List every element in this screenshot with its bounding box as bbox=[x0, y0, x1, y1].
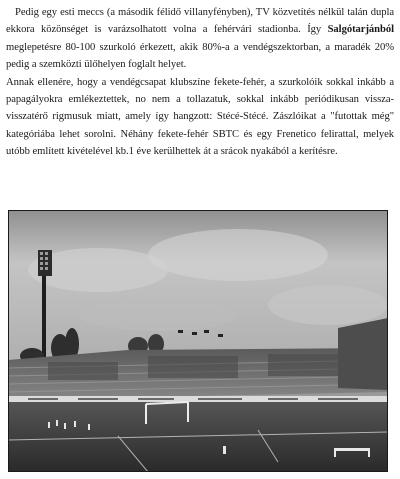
pitch bbox=[8, 402, 388, 472]
cloud bbox=[268, 285, 388, 325]
cloud bbox=[148, 229, 328, 281]
paragraph-1-part-3: meglepetésre 80-100 szurkoló érkezett, akik 80%-a a vendégszektorban, a maradék 20% pedig a szemközti ülőhelyen foglalt helyet. bbox=[6, 41, 394, 71]
stadium-photo-drawing bbox=[8, 210, 388, 472]
paragraph-2: Annak ellenére, hogy a vendégcsapat klubszíne fekete-fehér, a szurkolóik sokkal inkább a papagályokra emlékeztettek, no nem a tollazatuk, sokkal inkább periódikusan vissza-visszatérő rigmusuk miatt, amely így hangzott: Stécé-Stécé. Zászlóikat a "futottak még" kategóriába lehet sorolni. Néhány fekete-fehér SBTC és egy Frenetico felirattal, melyek utóbb említett kivételével kb.1 éve kerülhettek át a srácok nyakából a kerítésre. bbox=[6, 76, 394, 158]
bench bbox=[334, 448, 370, 451]
stadium-photo bbox=[8, 210, 388, 472]
paragraph-1-part-1: Pedig egy esti meccs (a második félidő villanyfényben), TV közvetítés nélkül talán dupla ekkora közönséget is varázsolhatott volna a fehérvári stadionba. Így bbox=[6, 7, 394, 36]
paragraph-1 bbox=[6, 4, 394, 74]
covered-stand bbox=[338, 318, 388, 390]
paragraph-1-bold-town: Salgótarjánból bbox=[327, 24, 394, 36]
article-text bbox=[6, 4, 394, 161]
cloud bbox=[78, 299, 238, 331]
